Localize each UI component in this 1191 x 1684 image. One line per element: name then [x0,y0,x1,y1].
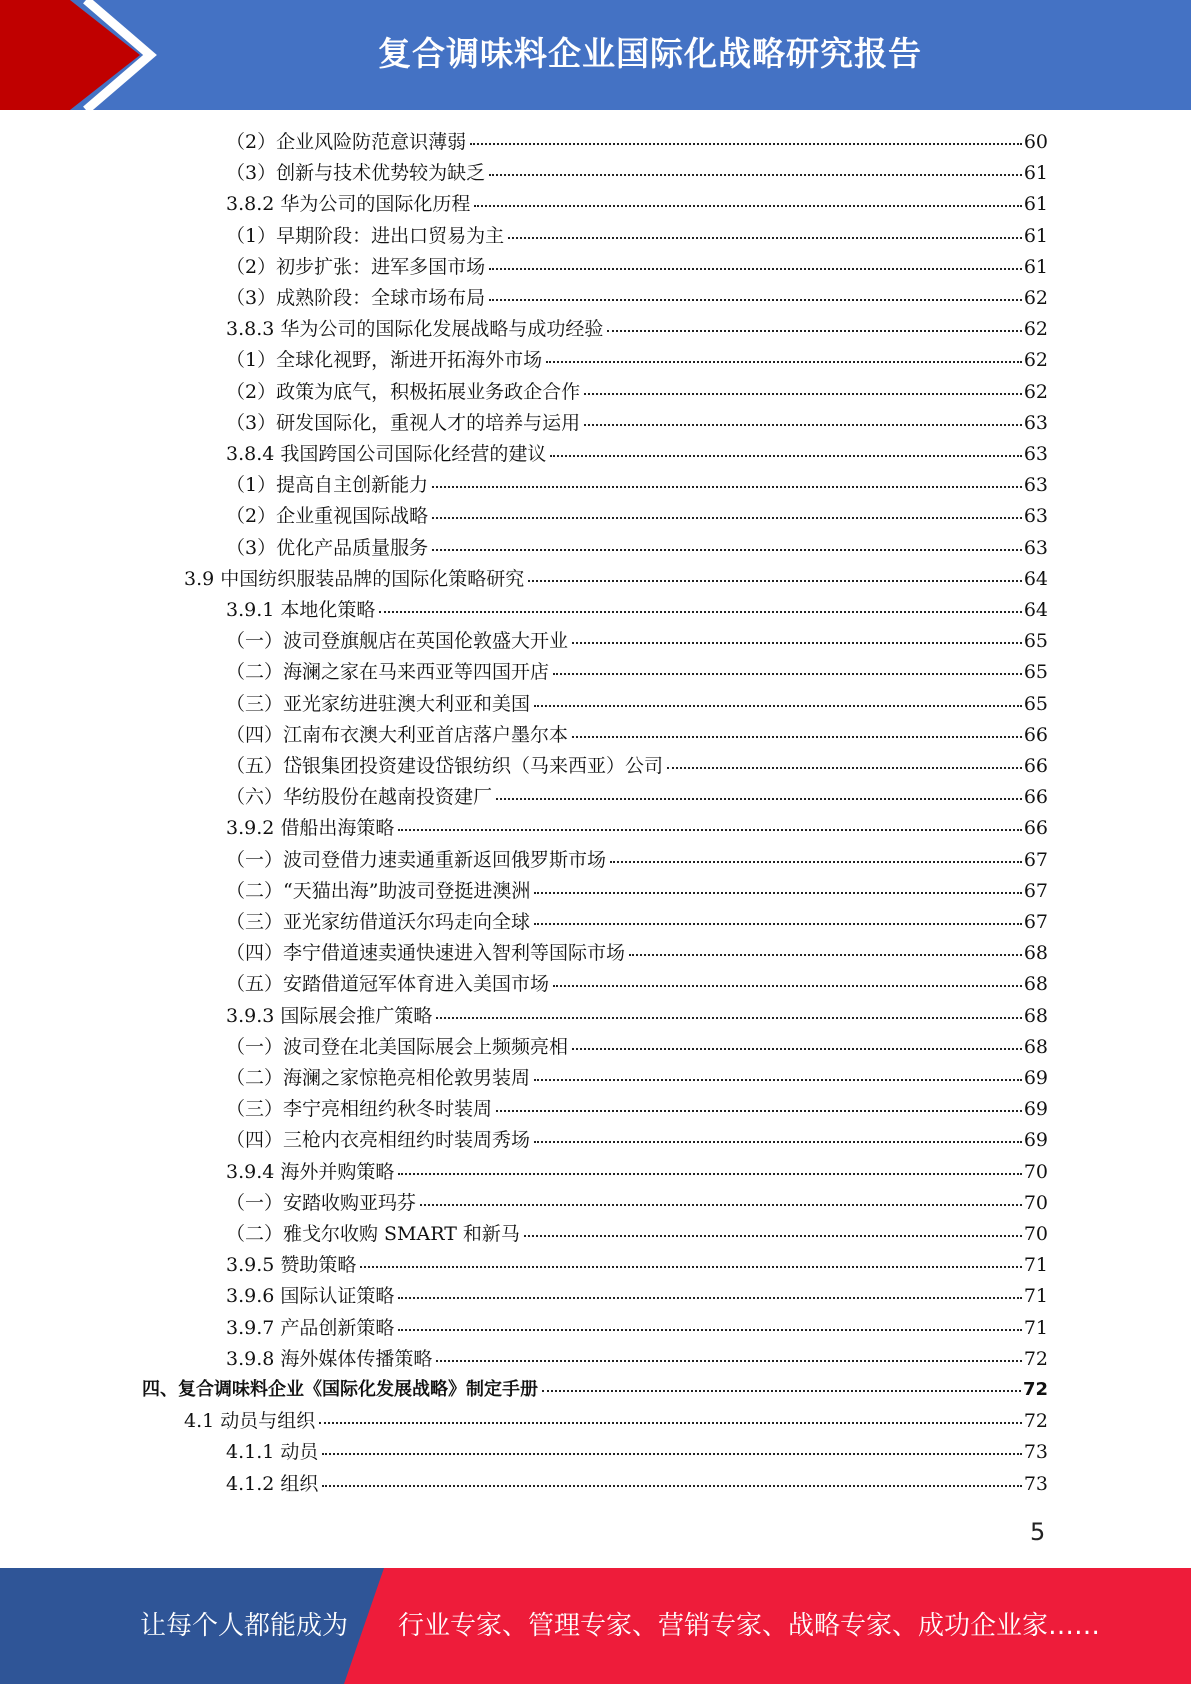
toc-leader-dots [508,219,1022,239]
toc-leader-dots [542,1372,1021,1392]
toc-entry[interactable] [226,1063,1048,1093]
toc-leader-dots [489,281,1022,301]
toc-leader-dots [322,1435,1021,1455]
footer-slogan-right: 行业专家、管理专家、营销专家、战略专家、成功企业家…… [398,1611,1101,1641]
toc-entry[interactable] [226,1469,1048,1499]
toc-entry-page: 71 [1023,1285,1048,1308]
toc-entry-title: （二）“天猫出海”助波司登挺进澳洲 [226,879,531,902]
toc-entry-title: 4.1.2 组织 [226,1472,319,1495]
toc-leader-dots [572,718,1022,738]
toc-entry-page: 72 [1023,1347,1048,1370]
toc-entry[interactable] [226,1437,1048,1467]
toc-leader-dots [496,780,1022,800]
toc-leader-dots [496,1092,1022,1112]
toc-entry-title: （三）李宁亮相纽约秋冬时装周 [226,1098,493,1121]
toc-entry-title: （三）亚光家纺进驻澳大利亚和美国 [226,692,531,715]
toc-leader-dots [398,1311,1021,1331]
toc-entry-page: 71 [1023,1254,1048,1277]
toc-entry[interactable] [226,657,1048,687]
toc-entry[interactable] [226,689,1048,719]
toc-entry-page: 66 [1023,786,1048,809]
toc-entry[interactable] [226,876,1048,906]
toc-leader-dots [436,1342,1021,1362]
toc-entry[interactable] [226,1250,1048,1280]
toc-entry[interactable] [184,1406,1048,1436]
toc-leader-dots [432,531,1022,551]
toc-entry[interactable] [226,314,1048,344]
toc-entry[interactable] [184,564,1048,594]
toc-entry-title: （3）成熟阶段：全球市场布局 [226,287,486,309]
toc-leader-dots [534,1061,1022,1081]
toc-entry-title: （一）波司登在北美国际展会上频频亮相 [226,1035,569,1058]
toc-entry-title: 4.1.1 动员 [226,1441,319,1464]
toc-entry-title: （3）创新与技术优势较为缺乏 [226,162,486,185]
toc-entry-page: 73 [1023,1441,1048,1464]
toc-entry[interactable] [226,845,1048,875]
toc-leader-dots [534,874,1021,894]
toc-entry-page: 65 [1023,630,1048,653]
toc-entry-page: 64 [1023,599,1048,621]
toc-entry-title: 3.9 中国纺织服装品牌的国际化策略研究 [184,567,525,590]
toc-entry-page: 66 [1023,817,1048,840]
toc-entry-title: （三）亚光家纺借道沃尔玛走向全球 [226,911,531,933]
toc-entry-title: 3.8.3 华为公司的国际化发展战略与成功经验 [226,318,604,341]
toc-leader-dots [379,593,1021,613]
toc-entry-title: （二）海澜之家惊艳亮相伦敦男装周 [226,1067,531,1089]
toc-entry-page: 66 [1023,755,1048,777]
toc-entry[interactable] [226,1344,1048,1374]
toc-leader-dots [572,624,1022,644]
toc-entry[interactable] [226,813,1048,843]
toc-entry-page: 72 [1023,1410,1048,1433]
toc-entry-page: 64 [1023,567,1048,590]
toc-entry-page: 67 [1023,911,1048,933]
toc-entry-title: （二）海澜之家在马来西亚等四国开店 [226,661,550,684]
toc-entry-title: 4.1 动员与组织 [184,1410,316,1433]
toc-leader-dots [528,562,1022,582]
toc-entry-title: 3.9.6 国际认证策略 [226,1285,395,1308]
toc-entry[interactable] [226,720,1048,750]
toc-leader-dots [534,687,1022,707]
toc-entry-page: 63 [1023,443,1048,465]
toc-entry-title: 3.8.2 华为公司的国际化历程 [226,193,471,216]
toc-leader-dots [489,250,1022,270]
toc-entry-page: 63 [1023,474,1048,497]
toc-entry-page: 69 [1023,1067,1048,1089]
toc-entry-page: 66 [1023,723,1048,746]
toc-entry-page: 67 [1023,848,1048,871]
toc-entry[interactable] [226,439,1048,469]
toc-entry-title: 四、复合调味料企业《国际化发展战略》制定手册 [142,1379,538,1400]
toc-entry[interactable] [226,938,1048,968]
toc-entry-title: 3.9.2 借船出海策略 [226,817,395,840]
toc-entry[interactable] [226,501,1048,531]
toc-leader-dots [550,437,1021,457]
toc-entry-page: 68 [1023,1035,1048,1058]
toc-entry-title: （2）企业风险防范意识薄弱 [226,131,467,153]
toc-entry[interactable] [226,533,1048,563]
toc-entry-title: （四）李宁借道速卖通快速进入智利等国际市场 [226,942,626,965]
toc-entry[interactable] [226,969,1048,999]
toc-entry[interactable] [226,189,1048,219]
toc-entry-page: 61 [1023,162,1048,185]
page-number: 5 [1030,1518,1046,1546]
toc-entry-page: 70 [1023,1223,1048,1245]
toc-entry-page: 61 [1023,193,1048,216]
toc-entry[interactable] [226,283,1048,313]
toc-entry-title: （2）企业重视国际战略 [226,505,429,528]
toc-leader-dots [546,343,1022,363]
toc-entry[interactable] [226,1281,1048,1311]
toc-leader-dots [553,655,1022,675]
toc-leader-dots [474,187,1021,207]
toc-entry-page: 61 [1023,224,1048,247]
toc-entry-title: （2）初步扩张：进军多国市场 [226,255,486,278]
toc-entry[interactable] [226,1001,1048,1031]
toc-leader-dots [360,1248,1021,1268]
toc-entry-title: （一）安踏收购亚玛芬 [226,1191,417,1214]
toc-entry-page: 69 [1023,1098,1048,1121]
toc-leader-dots [398,811,1021,831]
toc-entry-page: 62 [1023,349,1048,372]
toc-entry[interactable] [226,221,1048,251]
toc-entry[interactable] [226,377,1048,407]
toc-entry-title: （1）全球化视野，渐进开拓海外市场 [226,349,543,372]
toc-entry[interactable] [226,470,1048,500]
toc-entry[interactable] [226,782,1048,812]
toc-entry-page: 68 [1023,942,1048,965]
toc-entry-title: （1）早期阶段：进出口贸易为主 [226,224,505,247]
toc-entry-title: （1）提高自主创新能力 [226,474,429,497]
toc-leader-dots [572,1030,1022,1050]
toc-entry-page: 73 [1023,1472,1048,1495]
toc-entry-title: （六）华纺股份在越南投资建厂 [226,786,493,809]
toc-entry-title: 3.9.1 本地化策略 [226,599,376,621]
toc-entry[interactable] [226,408,1048,438]
toc-leader-dots [534,905,1022,925]
toc-entry-title: （二）雅戈尔收购 SMART 和新马 [226,1223,520,1245]
toc-entry-title: 3.9.8 海外媒体传播策略 [226,1347,433,1370]
toc-leader-dots [470,125,1022,145]
toc-entry-page: 62 [1023,318,1048,341]
toc-entry-page: 71 [1023,1316,1048,1339]
toc-entry[interactable] [226,252,1048,282]
toc-leader-dots [607,312,1021,332]
toc-entry[interactable] [226,1032,1048,1062]
toc-leader-dots [436,999,1021,1019]
toc-entry[interactable] [226,1219,1048,1249]
toc-entry-page: 72 [1022,1379,1048,1400]
toc-entry-page: 69 [1023,1129,1048,1152]
toc-entry-page: 62 [1023,380,1048,403]
toc-entry-title: 3.9.3 国际展会推广策略 [226,1004,433,1027]
page-header [0,0,1191,110]
toc-entry-title: （一）波司登借力速卖通重新返回俄罗斯市场 [226,848,607,871]
toc-entry-title: 3.9.7 产品创新策略 [226,1316,395,1339]
toc-entry-title: （3）研发国际化，重视人才的培养与运用 [226,411,581,434]
toc-entry[interactable] [226,751,1048,781]
toc-entry-page: 63 [1023,411,1048,434]
toc-entry[interactable] [226,127,1048,157]
toc-entry-title: （五）安踏借道冠军体育进入美国市场 [226,973,550,996]
toc-entry-page: 61 [1023,255,1048,278]
toc-entry[interactable] [226,907,1048,937]
toc-leader-dots [489,156,1022,176]
toc-entry[interactable] [226,1094,1048,1124]
toc-entry[interactable] [226,1125,1048,1155]
toc-leader-dots [534,1123,1022,1143]
toc-entry[interactable] [226,345,1048,375]
toc-entry[interactable] [142,1375,1048,1405]
footer-slogan-left: 让每个人都能成为 [140,1611,349,1641]
toc-leader-dots [610,843,1022,863]
toc-leader-dots [398,1155,1021,1175]
toc-entry-page: 68 [1023,1004,1048,1027]
toc-entry-title: 3.8.4 我国跨国公司国际化经营的建议 [226,443,547,465]
toc-entry-page: 65 [1023,661,1048,684]
toc-entry[interactable] [226,1157,1048,1187]
toc-leader-dots [432,468,1022,488]
toc-entry-title: （3）优化产品质量服务 [226,536,429,559]
toc-entry-title: 3.9.4 海外并购策略 [226,1160,395,1183]
toc-leader-dots [584,406,1022,426]
toc-entry-page: 62 [1023,287,1048,309]
toc-entry-page: 67 [1023,879,1048,902]
toc-entry-page: 70 [1023,1160,1048,1183]
toc-leader-dots [398,1279,1021,1299]
toc-entry-title: （五）岱银集团投资建设岱银纺织（马来西亚）公司 [226,755,664,777]
toc-leader-dots [524,1217,1022,1237]
toc-entry-title: （一）波司登旗舰店在英国伦敦盛大开业 [226,630,569,653]
toc-entry-title: （四）江南布衣澳大利亚首店落户墨尔本 [226,723,569,746]
toc-leader-dots [432,499,1022,519]
toc-entry-page: 70 [1023,1191,1048,1214]
report-title: 复合调味料企业国际化战略研究报告 [378,34,922,73]
toc-leader-dots [629,936,1022,956]
toc-entry[interactable] [226,1313,1048,1343]
page-footer [0,1568,1191,1684]
toc-entry[interactable] [226,626,1048,656]
toc-entry[interactable] [226,1188,1048,1218]
toc-leader-dots [420,1186,1022,1206]
toc-leader-dots [319,1404,1022,1424]
toc-entry-title: 3.9.5 赞助策略 [226,1254,357,1277]
toc-entry-title: （2）政策为底气，积极拓展业务政企合作 [226,380,581,403]
toc-entry-page: 60 [1023,131,1048,153]
toc-entry-page: 63 [1023,505,1048,528]
toc-entry-page: 65 [1023,692,1048,715]
toc-entry-title: （四）三枪内衣亮相纽约时装周秀场 [226,1129,531,1152]
toc-leader-dots [553,967,1022,987]
toc-leader-dots [322,1467,1021,1487]
toc-entry-page: 68 [1023,973,1048,996]
toc-leader-dots [584,375,1022,395]
toc-entry[interactable] [226,158,1048,188]
toc-entry-page: 63 [1023,536,1048,559]
toc-leader-dots [667,749,1022,769]
toc-entry[interactable] [226,595,1048,625]
